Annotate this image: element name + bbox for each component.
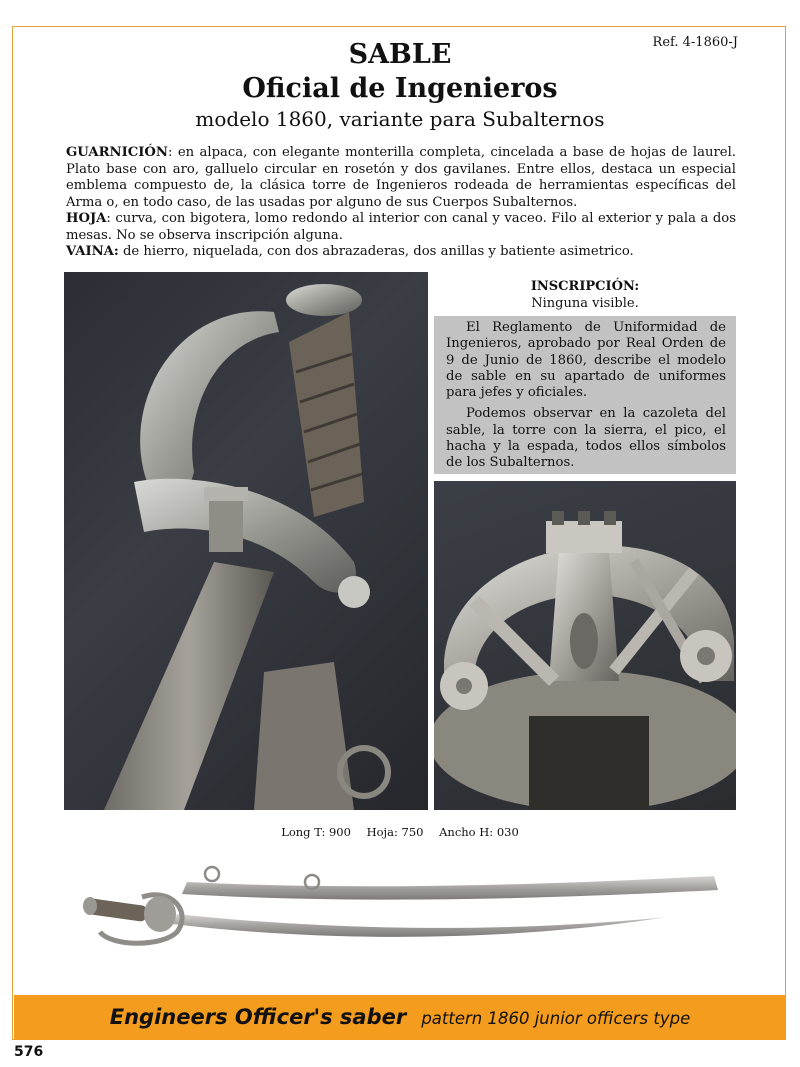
full-saber-photo	[82, 862, 722, 962]
page-number: 576	[14, 1044, 44, 1060]
footer-banner	[14, 995, 786, 1040]
guarnicion-paragraph	[66, 145, 736, 211]
blade-length: Hoja: 750	[366, 825, 424, 839]
notes-box	[434, 316, 736, 474]
inscription-label: INSCRIPCIÓN:	[530, 279, 640, 294]
reference-code: Ref. 4-1860-J	[652, 35, 738, 50]
footer-subtitle: pattern 1860 junior officers type	[421, 1009, 691, 1028]
hoja-text: : curva, con bigotera, lomo redondo al interior con canal y vaceo. Filo al exterior y pala a dos mesas. No se observa inscripción alguna.	[66, 211, 736, 243]
vaina-text: de hierro, niquelada, con dos abrazaderas, dos anillas y batiente asimetrico.	[118, 244, 634, 259]
measurements	[0, 825, 800, 839]
guarnicion-text: : en alpaca, con elegante monterilla completa, cincelada a base de hojas de laurel. Plato base con aro, galluelo circular en rosetón y dos gavilanes. Entre ellos, destaca un especial emblema compuesto de, la clásica torre de Ingenieros rodeada de herramientas específicas del Arma o, en todo caso, de las usadas por alguno de sus Cuerpos Subalternos.	[66, 145, 736, 210]
vaina-label: VAINA:	[66, 244, 119, 259]
hoja-paragraph	[66, 211, 736, 244]
page-title	[0, 38, 800, 106]
title-line-2: Oficial de Ingenieros	[242, 73, 558, 104]
description-block	[66, 145, 736, 261]
notes-paragraph-2: Podemos observar en la cazoleta del sable, la torre con la sierra, el pico, el hacha y la espada, todos ellos símbolos de los Subalternos.	[446, 406, 726, 471]
title-line-1: SABLE	[348, 39, 452, 70]
total-length: Long T: 900	[281, 825, 351, 839]
blade-width: Ancho H: 030	[439, 825, 519, 839]
guarnicion-label: GUARNICIÓN	[66, 145, 168, 160]
page-subtitle: modelo 1860, variante para Subalternos	[195, 107, 605, 131]
vaina-paragraph	[66, 244, 736, 261]
hilt-photo	[64, 272, 428, 810]
guard-detail-photo	[434, 481, 736, 810]
inscription-value: Ninguna visible.	[531, 296, 639, 311]
hoja-label: HOJA	[66, 211, 107, 226]
notes-paragraph-1: El Reglamento de Uniformidad de Ingenieros, aprobado por Real Orden de 9 de Junio de 1860, describe el modelo de sable en su apartado de uniformes para jefes y oficiales.	[446, 320, 726, 401]
footer-title: Engineers Officer's saber	[109, 1005, 407, 1029]
